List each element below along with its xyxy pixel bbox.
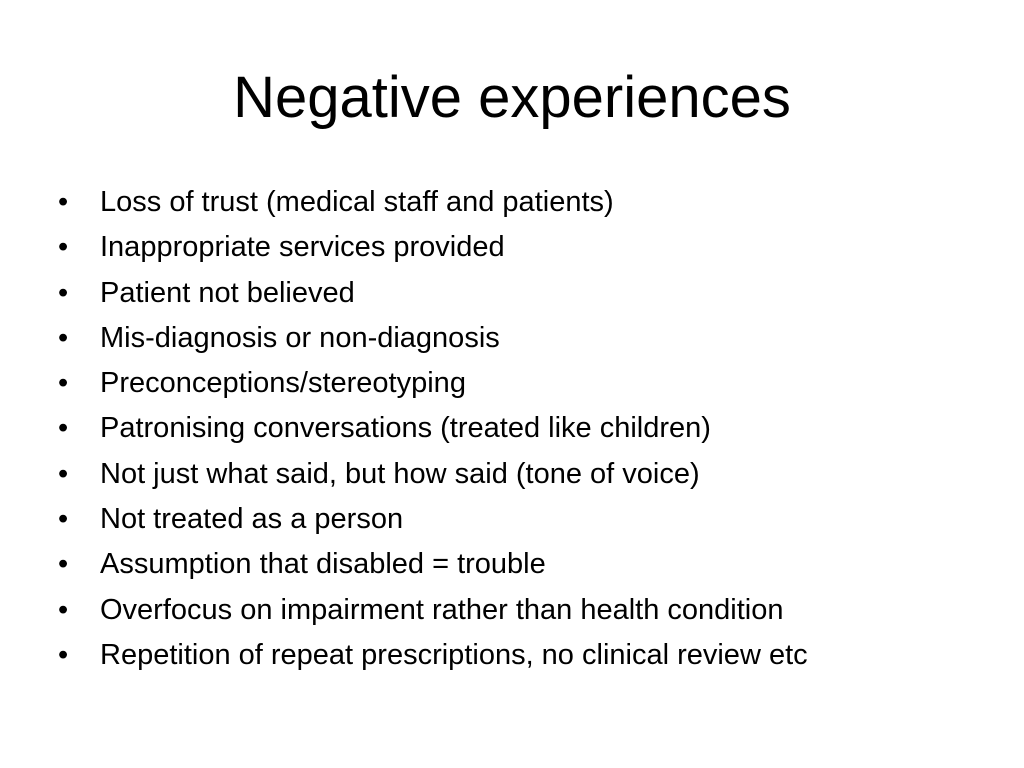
bullet-point-icon: •: [58, 548, 69, 581]
bullet-text: Patient not believed: [100, 276, 355, 309]
list-item: [58, 633, 998, 678]
bullet-text: Preconceptions/stereotyping: [100, 367, 466, 400]
bullet-text: Not treated as a person: [100, 503, 404, 536]
bullet-point-icon: •: [58, 367, 69, 400]
list-item: [58, 180, 998, 225]
bullet-point-icon: •: [58, 593, 69, 626]
bullet-text: Inappropriate services provided: [100, 231, 505, 264]
bullet-point-icon: •: [58, 412, 69, 445]
bullet-text: Loss of trust (medical staff and patients): [100, 186, 614, 218]
bullet-text: Mis-diagnosis or non-diagnosis: [100, 321, 500, 354]
bullet-point-icon: •: [58, 503, 69, 536]
bullet-text: Repetition of repeat prescriptions, no clinical review etc: [100, 638, 808, 671]
bullet-list: [58, 180, 998, 678]
list-item: [58, 406, 998, 451]
bullet-text: Not just what said, but how said (tone of voice): [100, 457, 700, 490]
list-item: [58, 452, 998, 497]
bullet-point-icon: •: [58, 638, 69, 671]
list-item: [58, 225, 998, 270]
list-item: [58, 361, 998, 406]
list-item: [58, 542, 998, 587]
list-item: [58, 316, 998, 361]
bullet-point-icon: •: [58, 231, 69, 264]
list-item: [58, 497, 998, 542]
bullet-text: Assumption that disabled = trouble: [100, 548, 546, 581]
list-item: [58, 271, 998, 316]
bullet-point-icon: •: [58, 457, 69, 490]
slide-title: Negative experiences: [233, 65, 791, 130]
bullet-text: Overfocus on impairment rather than health condition: [100, 593, 784, 626]
bullet-point-icon: •: [58, 276, 69, 309]
list-item: [58, 588, 998, 633]
bullet-point-icon: •: [58, 321, 69, 354]
bullet-text: Patronising conversations (treated like children): [100, 412, 711, 445]
bullet-point-icon: •: [58, 186, 69, 218]
